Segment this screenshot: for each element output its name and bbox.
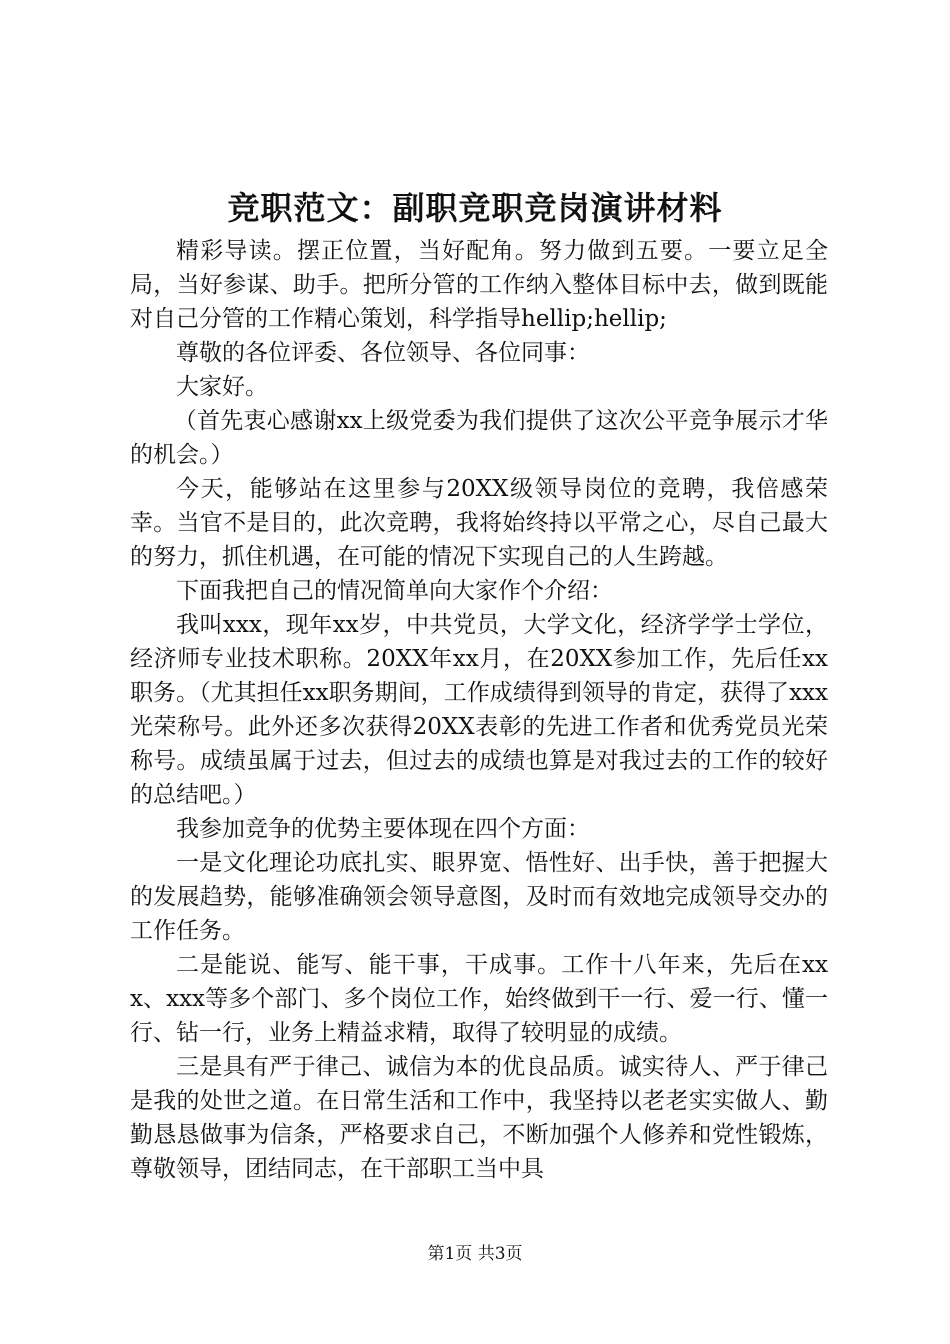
paragraph-advantages: 我参加竞争的优势主要体现在四个方面： [176, 816, 590, 842]
paragraph-background: 我叫xxx，现年xx岁，中共党员，大学文化，经济学学士学位，经济师专业技术职称。20XX年xx月，在20XX参加工作，先后任xx职务。（尤其担任xx职务期间，工作成绩得到领导的肯定，获得了xxx光荣称号。此外还多次获得20XX表彰的先进工作者和优秀党员光荣称号。成绩虽属于过去，但过去的成绩也算是对我过去的工作的较好的总结吧。） [130, 612, 828, 808]
paragraph-today: 今天，能够站在这里参与20XX级领导岗位的竞聘，我倍感荣幸。当官不是目的，此次竞聘，我将始终持以平常之心，尽自己最大的努力，抓住机遇，在可能的情况下实现自己的人生跨越。 [130, 476, 828, 570]
paragraph-salutation: 尊敬的各位评委、各位领导、各位同事： [176, 340, 590, 366]
page-footer: 第1页 共3页 [427, 1244, 523, 1264]
paragraph-intro-self: 下面我把自己的情况简单向大家作个介绍： [176, 578, 613, 604]
document-body [130, 234, 828, 1186]
paragraph-point-two: 二是能说、能写、能干事，干成事。工作十八年来，先后在xxx、xxx等多个部门、多个岗位工作，始终做到干一行、爱一行、懂一行、钻一行，业务上精益求精，取得了较明显的成绩。 [130, 952, 828, 1046]
paragraph-greeting: 大家好。 [176, 374, 268, 400]
page-title: 竞职范文：副职竞职竞岗演讲材料 [227, 189, 723, 227]
paragraph-point-one: 一是文化理论功底扎实、眼界宽、悟性好、出手快，善于把握大的发展趋势，能够准确领会领导意图，及时而有效地完成领导交办的工作任务。 [130, 850, 828, 944]
paragraph-intro: 精彩导读。摆正位置，当好配角。努力做到五要。一要立足全局，当好参谋、助手。把所分管的工作纳入整体目标中去，做到既能对自己分管的工作精心策划，科学指导hellip;hellip; [130, 238, 828, 332]
paragraph-thanks: （首先衷心感谢xx上级党委为我们提供了这次公平竞争展示才华的机会。） [130, 408, 828, 468]
paragraph-point-three: 三是具有严于律己、诚信为本的优良品质。诚实待人、严于律己是我的处世之道。在日常生活和工作中，我坚持以老老实实做人、勤勤恳恳做事为信条，严格要求自己，不断加强个人修养和党性锻炼，尊敬领导，团结同志，在干部职工当中具 [130, 1054, 828, 1182]
